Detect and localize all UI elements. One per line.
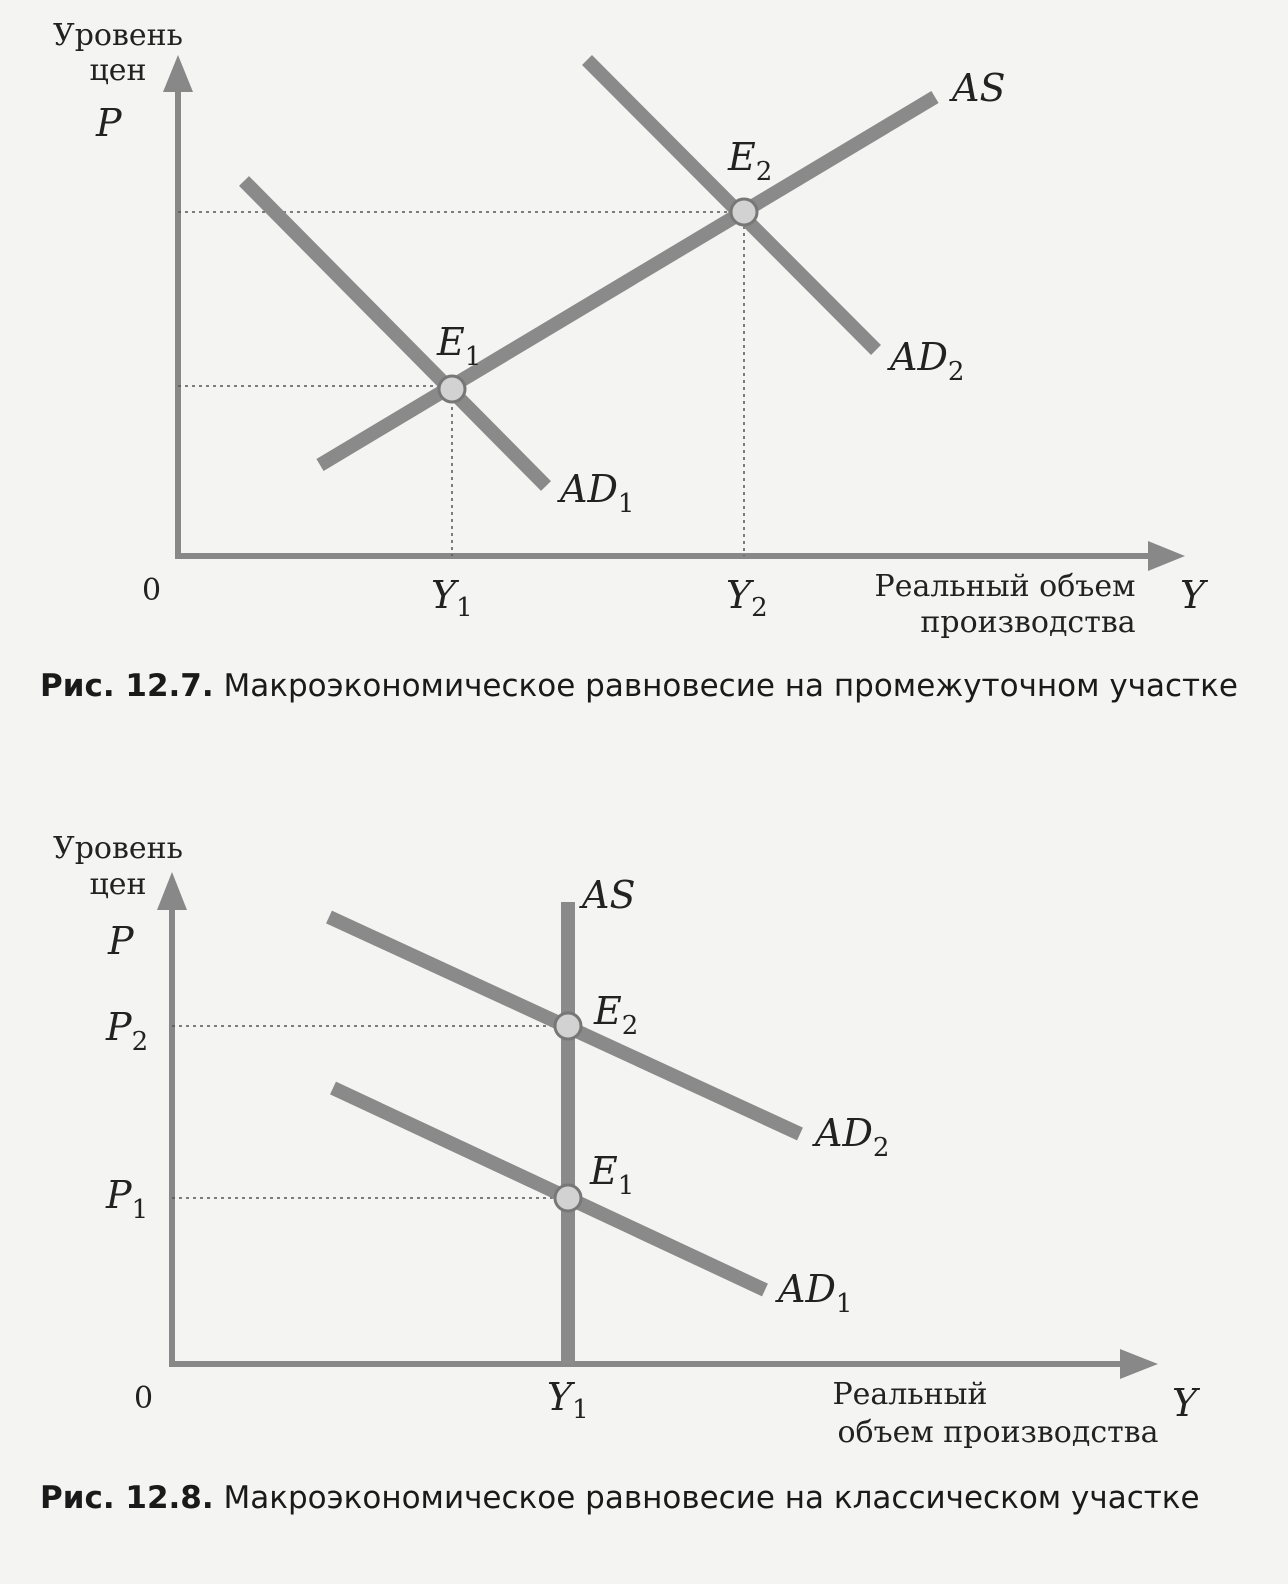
- caption-number: Рис. 12.7.: [40, 668, 214, 704]
- caption-12-7: [40, 668, 1238, 704]
- point-e1: [555, 1185, 581, 1211]
- label-as: AS: [952, 66, 1006, 110]
- label-ad1: $AD_1$: [778, 1267, 853, 1319]
- y-axis-arrow: [163, 55, 193, 92]
- x-axis-label-line1: Реальный объем: [874, 569, 1136, 604]
- tick-label-p2: $P_2$: [106, 1005, 149, 1057]
- label-e1: $E_1$: [437, 320, 482, 372]
- figure-12-7: [0, 0, 1288, 720]
- tick-label-y1: $Y_1$: [431, 573, 473, 623]
- caption-text: Макроэкономическое равновесие на классическом участке: [213, 1480, 1200, 1516]
- label-e2: $E_2$: [728, 135, 773, 187]
- origin-label: 0: [142, 573, 162, 608]
- x-axis-label-line1: Реальный: [832, 1377, 988, 1412]
- tick-label-y1: $Y_1$: [547, 1375, 589, 1425]
- y-symbol: P: [96, 101, 122, 145]
- point-e1: [439, 376, 465, 402]
- x-axis-label-line2: производства: [920, 605, 1136, 640]
- y-axis-label-line2: цен: [89, 867, 147, 902]
- label-e1: $E_1$: [590, 1149, 635, 1201]
- series-ad1: [333, 1088, 765, 1290]
- caption-text: Макроэкономическое равновесие на промежуточном участке: [213, 668, 1238, 704]
- tick-label-p1: $P_1$: [106, 1173, 149, 1225]
- label-e2: $E_2$: [594, 989, 639, 1041]
- x-axis-label-line2: объем производства: [837, 1415, 1159, 1450]
- caption-number: Рис. 12.8.: [40, 1480, 214, 1516]
- y-axis-label-line2: цен: [89, 53, 147, 88]
- point-e2: [555, 1013, 581, 1039]
- label-ad2: $AD_2$: [890, 335, 965, 387]
- x-axis-arrow: [1120, 1349, 1158, 1379]
- tick-label-y2: $Y_2$: [726, 573, 768, 623]
- chart-12-7: [0, 0, 1288, 660]
- caption-12-8: [40, 1480, 1200, 1516]
- series-ad1: [244, 181, 546, 486]
- y-axis-arrow: [157, 872, 187, 910]
- label-ad1: $AD_1$: [560, 467, 635, 519]
- y-axis-label-line1: Уровень: [53, 831, 183, 866]
- point-e2: [731, 199, 757, 225]
- figure-12-8: [0, 820, 1288, 1520]
- series-as: [320, 97, 935, 465]
- y-symbol: P: [108, 919, 134, 963]
- origin-label: 0: [134, 1381, 154, 1416]
- label-ad2: $AD_2$: [815, 1111, 890, 1163]
- x-symbol: Y: [1172, 1381, 1198, 1425]
- label-as: AS: [582, 873, 636, 917]
- x-axis-arrow: [1148, 541, 1185, 571]
- chart-12-8: [0, 820, 1288, 1480]
- x-symbol: Y: [1180, 573, 1206, 617]
- y-axis-label-line1: Уровень: [53, 18, 183, 53]
